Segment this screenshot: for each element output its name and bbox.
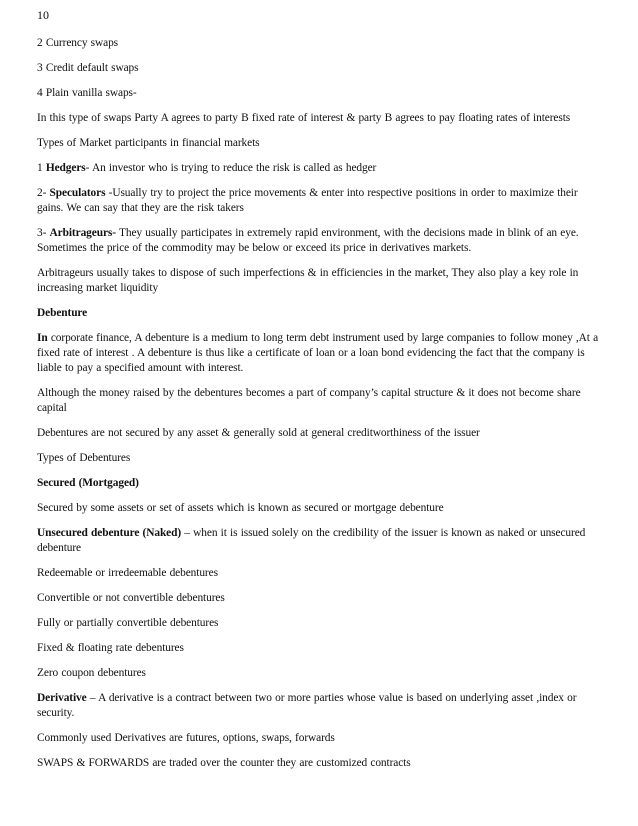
paragraph-speculators (37, 186, 602, 216)
paragraph-secured-definition: Secured by some assets or set of assets which is known as secured or mortgage debenture (37, 502, 444, 514)
paragraph-types-of-debentures: Types of Debentures (37, 452, 131, 464)
unsecured-definition: – when it is issued solely on the credibility of the issuer is known as naked or unsecured debenture (37, 527, 586, 554)
derivative-term: Derivative (37, 692, 87, 704)
paragraph-redeemable: Redeemable or irredeemable debentures (37, 567, 218, 579)
debenture-definition-text: corporate finance, A debenture is a medium to long term debt instrument used by large companies to follow money ,At a fixed rate of interest . A debenture is thus like a certificate of loan or a loan bond evidencing the fact that the company is liable to pay a specified amount with interest. (37, 332, 599, 374)
derivative-definition: – A derivative is a contract between two or more parties whose value is based on underlying asset ,index or security. (37, 692, 577, 719)
paragraph-credit-default-swaps: 3 Credit default swaps (37, 62, 139, 74)
paragraph-swap-description: In this type of swaps Party A agrees to party B fixed rate of interest & party B agrees to pay floating rates of interests (37, 112, 571, 124)
heading-secured (37, 476, 602, 491)
paragraph-capital-structure: Although the money raised by the debentures becomes a part of company’s capital structure & it does not become share capital (37, 387, 581, 414)
paragraph-derivative (37, 691, 602, 721)
paragraph-not-secured: Debentures are not secured by any asset & generally sold at general creditworthiness of the issuer (37, 427, 480, 439)
paragraph-fully-partially: Fully or partially convertible debentures (37, 617, 219, 629)
unsecured-term: Unsecured debenture (Naked) (37, 527, 182, 539)
paragraph-common-derivatives: Commonly used Derivatives are futures, options, swaps, forwards (37, 732, 335, 744)
paragraph-arbitrageurs-role: Arbitrageurs usually takes to dispose of such imperfections & in efficiencies in the market, They also play a key role in increasing market liquidity (37, 267, 579, 294)
hedgers-number: 1 (37, 162, 46, 174)
debenture-definition-lead: In (37, 332, 48, 344)
paragraph-swaps-forwards: SWAPS & FORWARDS are traded over the counter they are customized contracts (37, 757, 411, 769)
heading-debenture (37, 306, 602, 321)
speculators-term: Speculators (49, 187, 106, 199)
paragraph-fixed-floating: Fixed & floating rate debentures (37, 642, 184, 654)
paragraph-zero-coupon: Zero coupon debentures (37, 667, 146, 679)
paragraph-currency-swaps: 2 Currency swaps (37, 37, 119, 49)
arbitrageurs-definition: They usually participates in extremely rapid environment, with the decisions made in blink of an eye. Sometimes the price of the commodity may be below or exceed its price in derivatives markets. (37, 227, 579, 254)
paragraph-debenture-definition (37, 331, 602, 376)
hedgers-term: Hedgers (45, 162, 86, 174)
speculators-definition: -Usually try to project the price movements & enter into respective positions in order to maximize their gains. We can say that they are the risk takers (37, 187, 578, 214)
paragraph-unsecured-debenture (37, 526, 602, 556)
hedgers-definition: - An investor who is trying to reduce the risk is called as hedger (85, 162, 377, 174)
speculators-number: 2- (37, 187, 50, 199)
arbitrageurs-term: Arbitrageurs- (49, 227, 116, 239)
debenture-heading-text: Debenture (37, 307, 88, 319)
page-number: 10 (37, 8, 49, 22)
paragraph-arbitrageurs (37, 226, 602, 256)
paragraph-convertible: Convertible or not convertible debentures (37, 592, 225, 604)
paragraph-hedgers (37, 161, 602, 176)
paragraph-market-participants: Types of Market participants in financial markets (37, 137, 260, 149)
document-page (37, 8, 602, 781)
arbitrageurs-number: 3- (37, 227, 50, 239)
paragraph-plain-vanilla-swaps: 4 Plain vanilla swaps- (37, 87, 137, 99)
secured-heading-text: Secured (Mortgaged) (37, 477, 139, 489)
